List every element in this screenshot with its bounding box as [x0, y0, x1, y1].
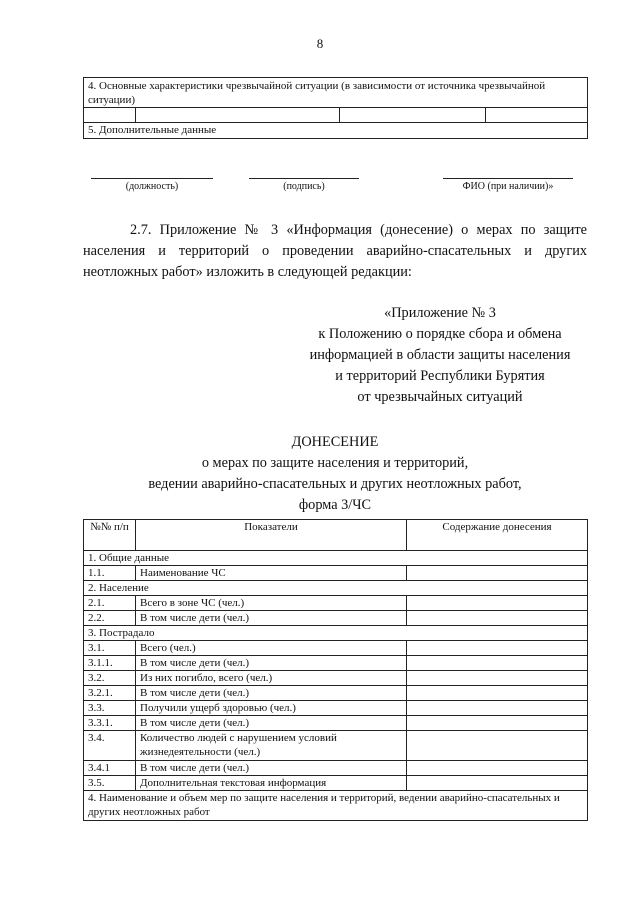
row-content-cell — [407, 656, 588, 671]
empty-cell — [340, 108, 486, 123]
signature-line — [249, 178, 359, 179]
row-number: 3.1.1. — [84, 656, 136, 671]
section-row: 2. Население — [84, 581, 588, 596]
section-row: 4. Наименование и объем мер по защите населения и территорий, ведении аварийно-спасательных и других неотложных работ — [84, 791, 588, 821]
empty-cell — [136, 108, 340, 123]
row-label: В том числе дети (чел.) — [136, 656, 407, 671]
header-indicators: Показатели — [136, 520, 407, 551]
row-number: 3.4.1 — [84, 761, 136, 776]
position-signature-line — [91, 178, 213, 179]
row-number: 2.2. — [84, 611, 136, 626]
header-content: Содержание донесения — [407, 520, 588, 551]
appendix-line: «Приложение № 3 — [384, 305, 496, 321]
row-label: Всего (чел.) — [136, 641, 407, 656]
report-title-line: ведении аварийно-спасательных и других неотложных работ, — [148, 476, 522, 492]
amendment-paragraph — [83, 220, 587, 283]
header-number: №№ п/п — [84, 520, 136, 551]
row-label: В том числе дети (чел.) — [136, 611, 407, 626]
row-content-cell — [407, 596, 588, 611]
signature-label: (подпись) — [283, 181, 325, 192]
row-number: 3.5. — [84, 776, 136, 791]
appendix-header — [290, 303, 590, 408]
row-label: Всего в зоне ЧС (чел.) — [136, 596, 407, 611]
report-title-line: форма 3/ЧС — [298, 497, 372, 513]
row-number: 3.2. — [84, 671, 136, 686]
row-content-cell — [407, 716, 588, 731]
row-number: 3.1. — [84, 641, 136, 656]
row-number: 1.1. — [84, 566, 136, 581]
name-signature-line — [443, 178, 573, 179]
paragraph-line: населения и территорий о проведении аварийно-спасательных и других — [83, 243, 587, 259]
section-row: 3. Пострадало — [84, 626, 588, 641]
row-label: В том числе дети (чел.) — [136, 686, 407, 701]
emergency-characteristics-table — [83, 77, 588, 139]
row-number: 3.3.1. — [84, 716, 136, 731]
appendix-line: к Положению о порядке сбора и обмена — [318, 326, 562, 342]
report-title — [83, 432, 587, 516]
appendix-line: информацией в области защиты населения — [309, 347, 571, 363]
paragraph-line: 2.7. Приложение № 3 «Информация (донесение) о мерах по защите — [130, 222, 587, 238]
row-label: Получили ущерб здоровью (чел.) — [136, 701, 407, 716]
report-title-line: о мерах по защите населения и территорий, — [201, 455, 469, 471]
paragraph-line: неотложных работ» изложить в следующей редакции: — [83, 264, 412, 280]
row-content-cell — [407, 611, 588, 626]
row-number: 3.4. — [84, 731, 136, 761]
row-number: 2.1. — [84, 596, 136, 611]
section-row: 1. Общие данные — [84, 551, 588, 566]
row-content-cell — [407, 566, 588, 581]
appendix-line: от чрезвычайных ситуаций — [357, 389, 523, 405]
row-content-cell — [407, 731, 588, 761]
row-content-cell — [407, 671, 588, 686]
section5-cell: 5. Дополнительные данные — [84, 123, 588, 139]
row-content-cell — [407, 641, 588, 656]
empty-cell — [486, 108, 588, 123]
empty-cell — [84, 108, 136, 123]
row-label: В том числе дети (чел.) — [136, 761, 407, 776]
name-label: ФИО (при наличии)» — [462, 181, 554, 192]
row-content-cell — [407, 761, 588, 776]
row-label: Наименование ЧС — [136, 566, 407, 581]
row-label: В том числе дети (чел.) — [136, 716, 407, 731]
report-title-line: ДОНЕСЕНИЕ — [291, 434, 379, 450]
row-label: Дополнительная текстовая информация — [136, 776, 407, 791]
row-content-cell — [407, 776, 588, 791]
row-number: 3.2.1. — [84, 686, 136, 701]
report-table — [83, 519, 588, 821]
section4-cell: 4. Основные характеристики чрезвычайной ситуации (в зависимости от источника чрезвычайной ситуации) — [84, 78, 588, 108]
position-label: (должность) — [125, 181, 179, 192]
row-number: 3.3. — [84, 701, 136, 716]
row-label: Количество людей с нарушением условий жизнедеятельности (чел.) — [136, 731, 407, 761]
row-label: Из них погибло, всего (чел.) — [136, 671, 407, 686]
page-number: 8 — [316, 36, 324, 51]
row-content-cell — [407, 686, 588, 701]
appendix-line: и территорий Республики Бурятия — [335, 368, 545, 384]
row-content-cell — [407, 701, 588, 716]
